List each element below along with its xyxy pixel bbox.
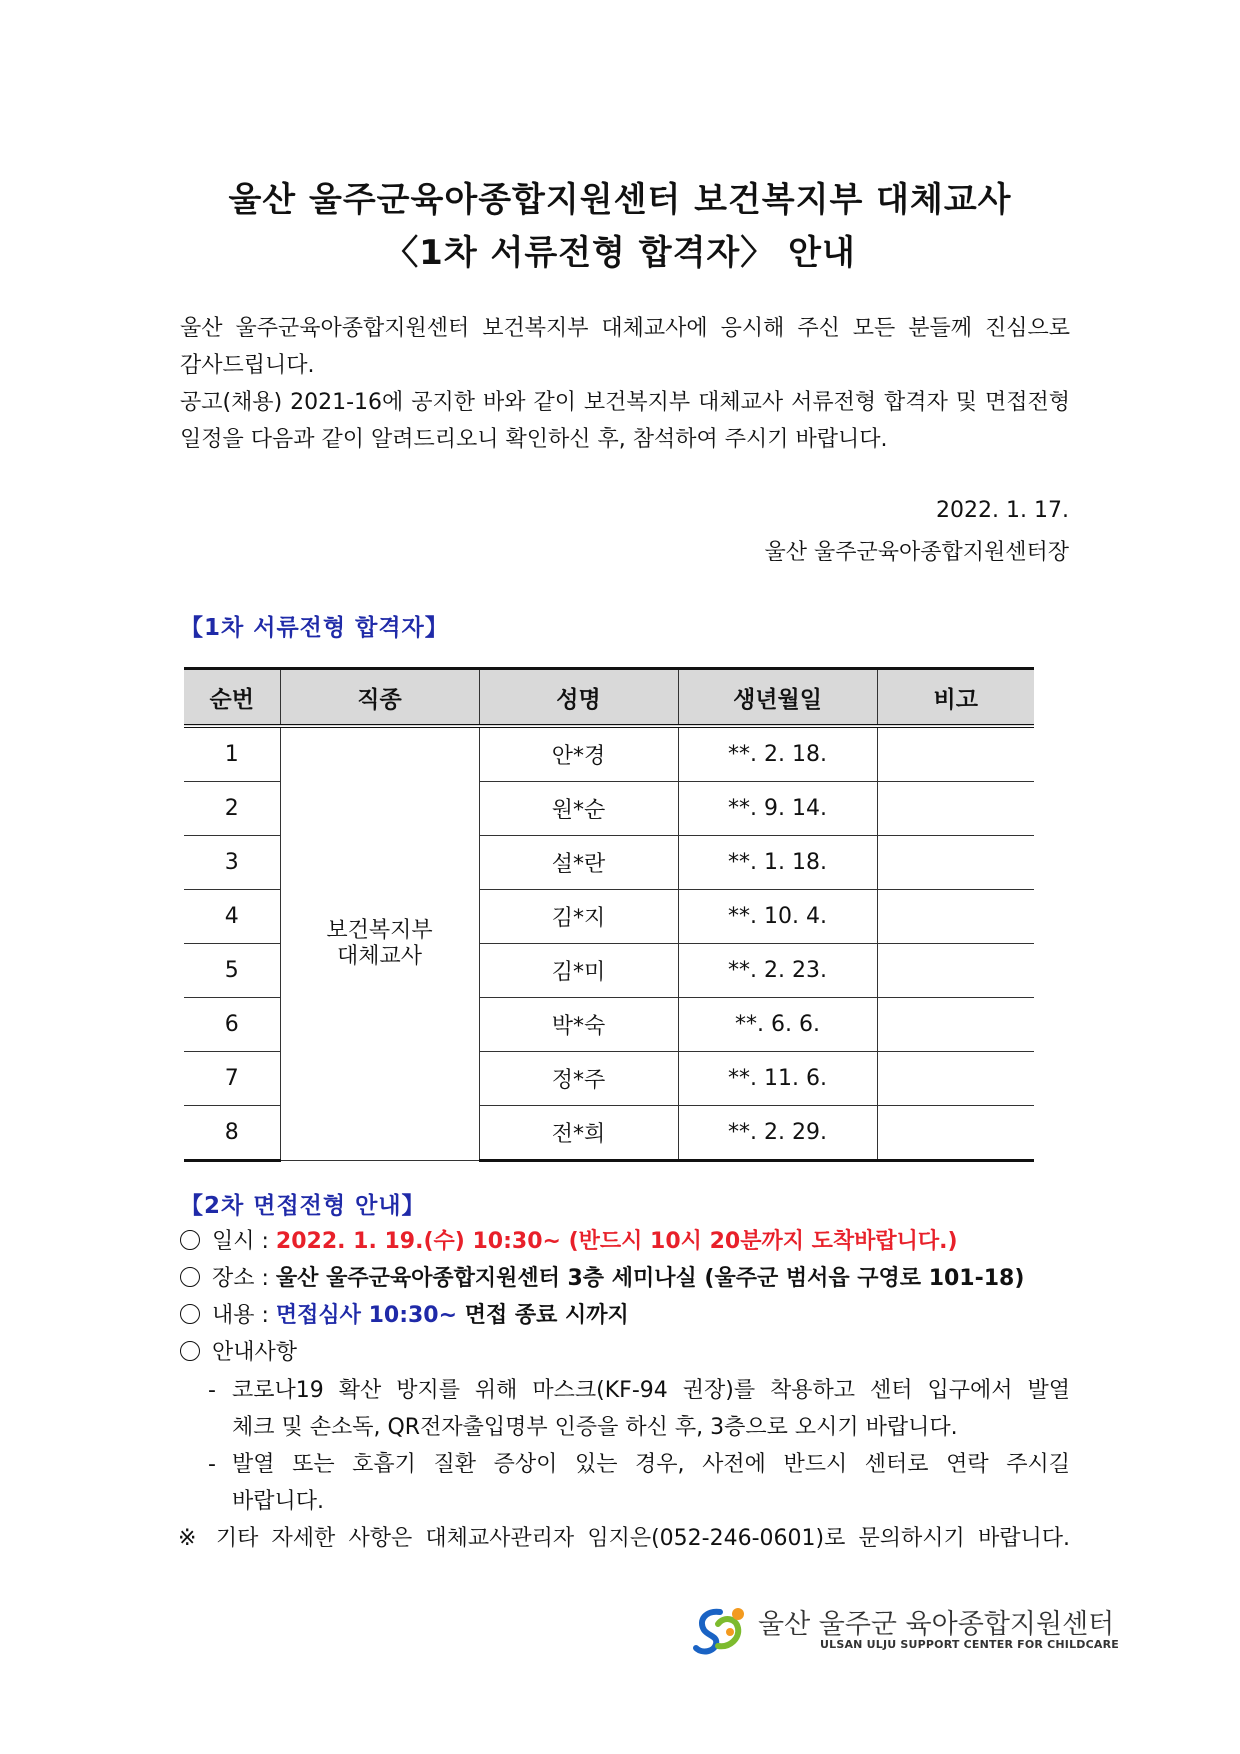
row-no: 8: [184, 1106, 280, 1161]
row-birth: **. 1. 18.: [678, 836, 877, 890]
issuer: 울산 울주군육아종합지원센터장: [764, 540, 1069, 565]
circle-bullet-icon: [180, 1304, 200, 1324]
row-note: [877, 836, 1034, 890]
dash-bullet: -: [208, 1378, 216, 1403]
note2-line1: 발열 또는 호흡기 질환 증상이 있는 경우, 사전에 반드시 센터로 연락 주시길: [232, 1452, 1070, 1477]
note2-line2: 바랍니다.: [232, 1489, 325, 1514]
dash-bullet: -: [208, 1452, 216, 1477]
col-header-birth: 생년월일: [678, 669, 877, 727]
table-row: [184, 726, 1034, 782]
row-no: 5: [184, 944, 280, 998]
intro-line4: 일정을 다음과 같이 알려드리오니 확인하신 후, 참석하여 주시기 바랍니다.: [180, 427, 888, 452]
row-birth: **. 2. 29.: [678, 1106, 877, 1161]
row-note: [877, 1052, 1034, 1106]
logo-korean-name: 울산 울주군 육아종합지원센터: [758, 1609, 1115, 1640]
content-value-blue: 면접심사 10:30~: [275, 1303, 458, 1328]
col-header-job: 직종: [280, 669, 479, 727]
table-header-row: [184, 669, 1034, 727]
row-name: 김*미: [479, 944, 678, 998]
note-item-1: [208, 1372, 1070, 1446]
row-no: 1: [184, 726, 280, 782]
job-cell: 보건복지부 대체교사: [280, 726, 479, 1161]
datetime-label: 일시 :: [212, 1229, 276, 1254]
row-name: 정*주: [479, 1052, 678, 1106]
row-birth: **. 2. 23.: [678, 944, 877, 998]
row-birth: **. 6. 6.: [678, 998, 877, 1052]
circle-bullet-icon: [180, 1267, 200, 1287]
section2-heading: 【2차 면접전형 안내】: [180, 1193, 426, 1219]
circle-bullet-icon: [180, 1341, 200, 1361]
notice-label: 안내사항: [212, 1340, 298, 1365]
center-logo: [690, 1600, 1120, 1660]
row-birth: **. 9. 14.: [678, 782, 877, 836]
content-value-rest: 면접 종료 시까지: [457, 1303, 629, 1328]
circle-bullet-icon: [180, 1230, 200, 1250]
interview-datetime: [180, 1224, 958, 1260]
datetime-value: 2022. 1. 19.(수) 10:30~ (반드시 10시 20분까지 도착바랍니다.): [275, 1229, 958, 1254]
row-birth: **. 2. 18.: [678, 726, 877, 782]
note-item-2: [208, 1446, 1070, 1520]
row-no: 6: [184, 998, 280, 1052]
row-note: [877, 944, 1034, 998]
sdc-swirl-logo-icon: [690, 1602, 750, 1658]
interview-notice: [180, 1335, 297, 1371]
row-no: 2: [184, 782, 280, 836]
logo-english-name: ULSAN ULJU SUPPORT CENTER FOR CHILDCARE: [820, 1638, 1120, 1651]
passer-table: [184, 667, 1034, 1162]
row-note: [877, 998, 1034, 1052]
row-name: 안*경: [479, 726, 678, 782]
row-birth: **. 10. 4.: [678, 890, 877, 944]
row-name: 전*희: [479, 1106, 678, 1161]
row-name: 원*순: [479, 782, 678, 836]
note1-line1: 코로나19 확산 방지를 위해 마스크(KF-94 권장)를 착용하고 센터 입구에서 발열: [232, 1378, 1070, 1403]
row-note: [877, 726, 1034, 782]
interview-content: [180, 1298, 629, 1334]
row-no: 7: [184, 1052, 280, 1106]
intro-line1: 울산 울주군육아종합지원센터 보건복지부 대체교사에 응시해 주신 모든 분들께 진심으로: [180, 316, 1070, 341]
place-value: 울산 울주군육아종합지원센터 3층 세미나실 (울주군 범서읍 구영로 101-18): [275, 1266, 1025, 1291]
row-no: 3: [184, 836, 280, 890]
row-note: [877, 1106, 1034, 1161]
col-header-note: 비고: [877, 669, 1034, 727]
col-header-name: 성명: [479, 669, 678, 727]
note1-line2: 체크 및 손소독, QR전자출입명부 인증을 하신 후, 3층으로 오시기 바랍니다.: [232, 1415, 958, 1440]
intro-line2: 감사드립니다.: [180, 353, 315, 378]
row-name: 김*지: [479, 890, 678, 944]
section1-heading: 【1차 서류전형 합격자】: [180, 615, 449, 641]
notice-date: 2022. 1. 17.: [936, 498, 1069, 523]
row-note: [877, 890, 1034, 944]
row-name: 설*란: [479, 836, 678, 890]
row-name: 박*숙: [479, 998, 678, 1052]
page-title-line1: 울산 울주군육아종합지원센터 보건복지부 대체교사: [228, 180, 1012, 220]
page-title-line2: 〈1차 서류전형 합격자〉 안내: [384, 233, 856, 273]
content-label: 내용 :: [212, 1303, 276, 1328]
place-label: 장소 :: [212, 1266, 276, 1291]
row-no: 4: [184, 890, 280, 944]
col-header-no: 순번: [184, 669, 280, 727]
interview-place: [180, 1261, 1024, 1297]
footer-note: ※ 기타 자세한 사항은 대체교사관리자 임지은(052-246-0601)로 문의하시기 바랍니다.: [178, 1526, 1070, 1551]
row-note: [877, 782, 1034, 836]
intro-line3: 공고(채용) 2021-16에 공지한 바와 같이 보건복지부 대체교사 서류전형 합격자 및 면접전형: [180, 390, 1070, 415]
row-birth: **. 11. 6.: [678, 1052, 877, 1106]
